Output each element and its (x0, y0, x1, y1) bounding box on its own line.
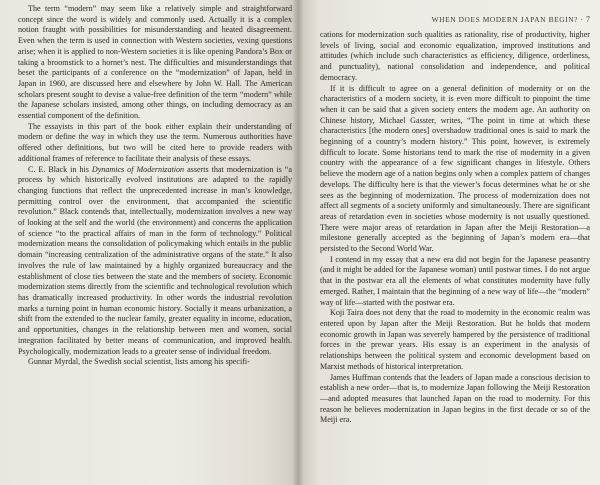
right-paragraph-2: If it is difficult to agree on a general definition of modernity or on the characteristics of a modern society, it is even more difficult to pinpoint the time when it can be said that a given society enters the modern age. An authority on Chinese history, Michael Gasster, writes, “The point in time at which these characteristics [the modern ones] overshadow traditional ones is said to mark the beginning of a country’s modern history.” This point, however, is extremely difficult to locate. Some historians tend to mark the rise of modernity in a given country with the appearance of a few significant changes in lifestyle. Others believe the modern age of a nation begins only when a complex pattern of changes develops. The difficulty here is that the viewer’s focus determines what he or she sees as the beginning of modernization. The process of modernization does not affect all segments of a society uniformly and simultaneously. There are significant areas of retardation even in societies whose modernity is not usually questioned. There were major areas of retardation in Japan after the Meiji Restoration—a milestone generally accepted as the beginning of Japan’s modern era—that persisted to the Second World War. (320, 83, 590, 254)
left-page (0, 0, 298, 485)
running-head (320, 15, 590, 24)
folio-separator: · (580, 15, 584, 24)
left-paragraph-2-text: The essayists in this part of the book either explain their understanding of modern or define the way in which they use the term. Numerous authorities have offered other definitions, but two will be cited here to provide readers with additional frames of reference to facilitate their analysis of these essays. (18, 121, 292, 163)
right-paragraph-4: Koji Taira does not deny that the road to modernity in the economic realm was entered upon by Japan after the Meiji Restoration. But he holds that modern economic growth in Japan was severely hampered by the persistence of traditional forces in the prewar years. His essay is an experiment in the analysis of relationships between the political system and economic development based on Marxist methods of historical interpretation. (320, 308, 590, 371)
right-page (298, 0, 600, 485)
left-paragraph-3-text-start: C. E. Black in his (28, 164, 92, 174)
running-head-title: WHEN DOES MODERN JAPAN BEGIN? (431, 15, 579, 24)
left-paragraph-4-text: Gunnar Myrdal, the Swedish social scientist, lists among his specifi- (28, 357, 250, 367)
left-paragraph-1-text: The term “modern” may seem like a relatively simple and straightforward concept since the word is widely and commonly used. Actually it is a complex notion fraught with possibilities for misunderstanding and heated disagreement. Even when the term is used in connection with Western societies, vexing questions arise; when it is applied to non-Western societies it is like opening Pandora’s Box or taking a broomstick to a hornet’s nest. The difficulties and misunderstandings that beset the participants of a conference on the “modernization” of Japan, held in Japan in 1960, are discussed here and elsewhere by John W. Hall. The American scholars present sought to devise a value-free definition of the term “modern” while the Japanese scholars insisted, among other things, on including democracy as an essential component of the definition. (18, 4, 292, 121)
left-paragraph-3-text-end: asserts that modernization is “a process by which historically evolved institutions are adapted to the rapidly changing functions that reflect the unprecedented increase in man’s knowledge, permitting control over the environment, that accompanied the scientific revolution.” Black contends that, intellectually, modernization involves a new way of looking at the self and the world (the environment) and concerns the application of science “to the practical affairs of man in the form of technology.” Political modernization means the consolidation of policymaking which entails in the public domain “increasing centralization of the administrative organs of the state.” It also involves the rule of law maintained by a highly organized bureaucracy and the establishment of close ties between the state and the members of society. Economic modernization stems directly from the scientific and technological revolution which has dramatically increased productivity. In other words the industrial revolution marks a turning point in human economic history. Socially it means urbanization, a shift from the extended to the nuclear family, greater equality in income, education, and opportunities, changes in the relationship between men and women, social integration facilitated by better means of communication, and improved health. Psychologically, modernization leads to a greater sense of individual freedom. (18, 164, 292, 356)
left-paragraph-1 (18, 4, 292, 122)
right-paragraph-5: James Huffman contends that the leaders of Japan made a conscious decision to establish a new order—that is, to modernize Japan following the Meiji Restoration—and adopted measures that launched Japan on the road to modernity. For this reason he believes modernization in Japan begins in the first decade or so of the Meiji era. (320, 372, 590, 425)
right-paragraph-3: I contend in my essay that a new era did not begin for the Japanese peasantry (and it might be added for the Japanese woman) until postwar times. I do not argue that in the postwar era all the elements of what constitutes modernity have fully emerged. Rather, I maintain that the beginning of a new way of life—the “modern” way of life—started with the postwar era. (320, 254, 590, 307)
book-title-italic: Dynamics of Modernization (91, 164, 185, 174)
left-paragraph-2 (18, 122, 292, 165)
page-number: 7 (586, 15, 590, 24)
right-paragraph-1: cations for modernization such qualities as rationality, rise of productivity, higher levels of living, social and economic equalization, improved institutions and attitudes (which include such characteristics as efficiency, diligence, orderliness, and punctuality), national consolidation and independence, and political democracy. (320, 30, 590, 82)
left-paragraph-4 (18, 357, 292, 368)
book-gutter-shadow (292, 0, 304, 485)
left-paragraph-3 (18, 165, 292, 358)
